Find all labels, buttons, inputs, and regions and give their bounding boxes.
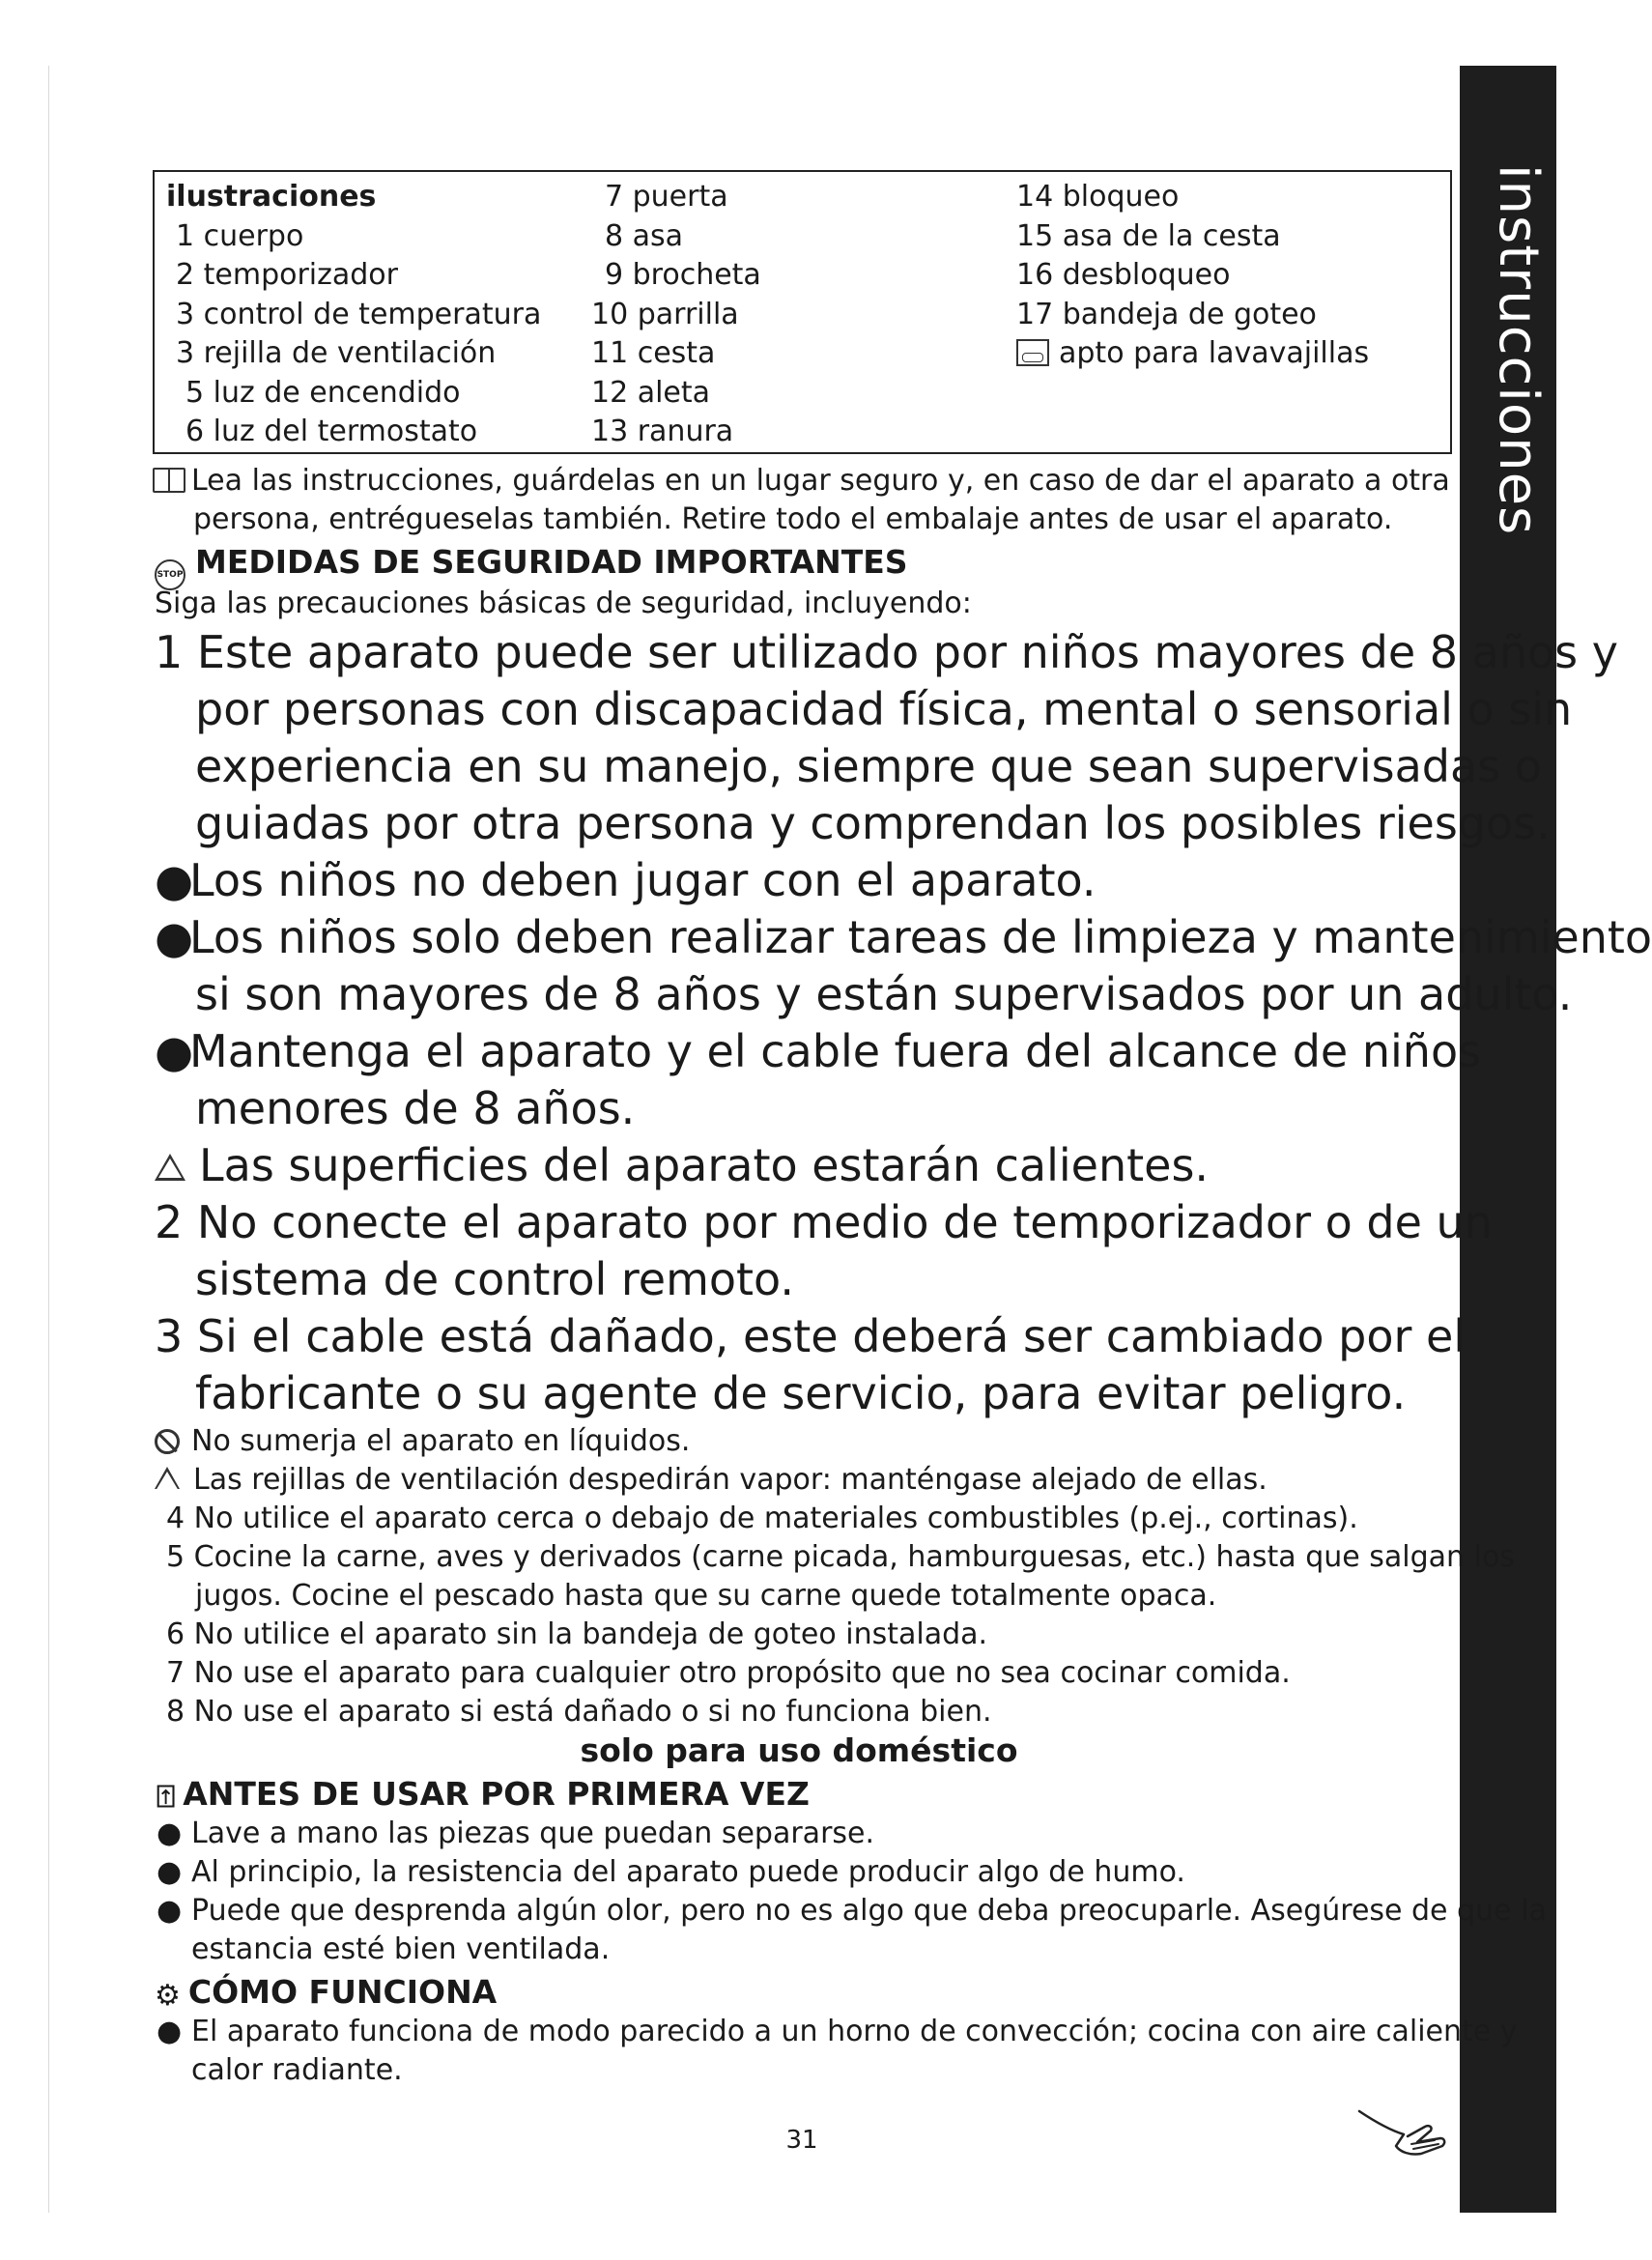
- dishwasher-icon: [1016, 339, 1049, 366]
- safety-subheading: Siga las precauciones básicas de seguridad, incluyendo:: [155, 586, 972, 620]
- bullet-item: [155, 1023, 1481, 1080]
- intro-text: Lea las instrucciones, guárdelas en un lugar seguro y, en caso de dar el aparato a otra: [191, 464, 1450, 498]
- list-item-text: Puede que desprenda algún olor, pero no es algo que deba preocuparle. Asegúrese de que la: [191, 1894, 1547, 1928]
- parts-column-3: [1016, 178, 1369, 374]
- part-item: 9 brocheta: [605, 258, 761, 292]
- part-item: 10 parrilla: [591, 297, 739, 331]
- hot-surface-warning: [155, 1137, 1209, 1194]
- part-item: 3 control de temperatura: [176, 297, 542, 331]
- bullet-icon: ●: [155, 854, 194, 906]
- safety-heading: [155, 541, 908, 590]
- list-item-text: El aparato funciona de modo parecido a un horno de convección; cocina con aire caliente y: [191, 2015, 1518, 2048]
- book-icon: [153, 468, 185, 493]
- safety-item-1-cont: por personas con discapacidad física, mental o sensorial o sin: [195, 683, 1573, 735]
- bullet-text: Los niños no deben jugar con el aparato.: [189, 854, 1097, 906]
- safety-item-2: 2 No conecte el aparato por medio de temporizador o de un: [155, 1196, 1493, 1248]
- warning-triangle-icon: [155, 1467, 180, 1489]
- safety-item-1: 1 Este aparato puede ser utilizado por niños mayores de 8 años y: [155, 626, 1618, 678]
- safety-item-1-cont: experiencia en su manejo, siempre que sean supervisadas o: [195, 740, 1542, 792]
- dishwasher-label: apto para lavavajillas: [1059, 336, 1370, 370]
- parts-column-2: [591, 178, 761, 452]
- page-margin-line: [48, 66, 49, 2213]
- how-it-works-heading: [155, 1971, 497, 2017]
- warning-text: No sumerja el aparato en líquidos.: [191, 1424, 691, 1458]
- bullet-item-cont: menores de 8 años.: [195, 1082, 636, 1134]
- safety-item-2-cont: sistema de control remoto.: [195, 1253, 795, 1305]
- safety-item-6: 6 No utilice el aparato sin la bandeja de goteo instalada.: [166, 1617, 988, 1651]
- safety-heading-text: MEDIDAS DE SEGURIDAD IMPORTANTES: [195, 543, 908, 581]
- list-item: [157, 1892, 1547, 1931]
- intro-line-2: persona, entrégueselas también. Retire todo el embalaje antes de usar el aparato.: [193, 502, 1393, 536]
- bullet-item-cont: si son mayores de 8 años y están supervisados por un adulto.: [195, 968, 1573, 1020]
- parts-list-box: [153, 170, 1452, 454]
- part-item: 5 luz de encendido: [185, 375, 461, 410]
- unpack-box-icon: ⍐: [157, 1778, 176, 1815]
- part-item: 7 puerta: [605, 180, 728, 214]
- part-item: 11 cesta: [591, 336, 716, 370]
- list-item-cont: calor radiante.: [191, 2053, 403, 2087]
- before-use-heading: [157, 1773, 810, 1817]
- part-item: 16 desbloqueo: [1016, 258, 1231, 292]
- part-item: 3 rejilla de ventilación: [176, 336, 497, 370]
- dishwasher-safe-row: [1016, 334, 1369, 374]
- hot-surface-icon: [155, 1154, 185, 1181]
- steam-warning: [155, 1461, 1267, 1500]
- bullet-icon: ●: [155, 911, 194, 963]
- bullet-icon: ●: [157, 1817, 183, 1850]
- part-item: 2 temporizador: [176, 258, 398, 292]
- safety-item-8: 8 No use el aparato si está dañado o si no funciona bien.: [166, 1695, 992, 1729]
- safety-item-7: 7 No use el aparato para cualquier otro propósito que no sea cocinar comida.: [166, 1656, 1291, 1690]
- how-it-works-heading-text: CÓMO FUNCIONA: [187, 1973, 498, 2011]
- bullet-text: Los niños solo deben realizar tareas de limpieza y mantenimiento: [189, 911, 1652, 963]
- safety-item-3: 3 Si el cable está dañado, este deberá ser cambiado por el: [155, 1310, 1467, 1362]
- side-tab-label: instrucciones: [1487, 164, 1550, 536]
- list-item-text: Lave a mano las piezas que puedan separarse.: [191, 1817, 875, 1850]
- part-item: 15 asa de la cesta: [1016, 218, 1281, 253]
- bullet-icon: ●: [157, 1855, 183, 1889]
- safety-item-5: 5 Cocine la carne, aves y derivados (carne picada, hamburguesas, etc.) hasta que salgan los: [166, 1540, 1515, 1574]
- page-number: 31: [785, 2126, 818, 2155]
- part-item: 17 bandeja de goteo: [1016, 297, 1317, 331]
- part-item: 8 asa: [605, 218, 684, 253]
- warning-text: Las superficies del aparato estarán calientes.: [199, 1139, 1210, 1191]
- bullet-icon: ●: [157, 1894, 183, 1928]
- no-immerse-warning: [155, 1422, 690, 1461]
- before-use-heading-text: ANTES DE USAR POR PRIMERA VEZ: [183, 1775, 810, 1813]
- part-item: 14 bloqueo: [1016, 180, 1180, 214]
- part-item: 6 luz del termostato: [185, 415, 478, 448]
- parts-header: ilustraciones: [166, 180, 377, 214]
- part-item: 12 aleta: [591, 375, 711, 410]
- safety-item-1-cont: guiadas por otra persona y comprendan los posibles riesgos.: [195, 797, 1551, 849]
- list-item: [157, 2013, 1518, 2051]
- safety-item-3-cont: fabricante o su agente de servicio, para evitar peligro.: [195, 1367, 1407, 1419]
- safety-item-5-cont: jugos. Cocine el pescado hasta que su carne quede totalmente opaca.: [195, 1579, 1217, 1613]
- bullet-text: Mantenga el aparato y el cable fuera del alcance de niños: [189, 1025, 1482, 1077]
- no-immerse-icon: [155, 1429, 180, 1454]
- bullet-item: [155, 909, 1652, 966]
- stop-icon: STOP: [155, 559, 185, 590]
- bullet-item: [155, 852, 1097, 909]
- safety-item-4: 4 No utilice el aparato cerca o debajo de materiales combustibles (p.ej., cortinas).: [166, 1502, 1358, 1535]
- intro-line-1: [153, 462, 1450, 501]
- list-item: [157, 1815, 874, 1853]
- pointing-hand-icon: [1357, 2102, 1449, 2160]
- list-item-cont: estancia esté bien ventilada.: [191, 1932, 611, 1966]
- parts-column-1: [166, 178, 541, 452]
- gears-icon: ⚙: [155, 1979, 181, 2013]
- part-item: 1 cuerpo: [176, 218, 304, 253]
- domestic-use-note: solo para uso doméstico: [580, 1731, 1018, 1769]
- list-item-text: Al principio, la resistencia del aparato puede producir algo de humo.: [191, 1855, 1185, 1889]
- bullet-icon: ●: [155, 1025, 194, 1077]
- list-item: [157, 1853, 1185, 1892]
- bullet-icon: ●: [157, 2015, 183, 2048]
- part-item: 13 ranura: [591, 415, 734, 448]
- warning-text: Las rejillas de ventilación despedirán vapor: manténgase alejado de ellas.: [193, 1463, 1267, 1497]
